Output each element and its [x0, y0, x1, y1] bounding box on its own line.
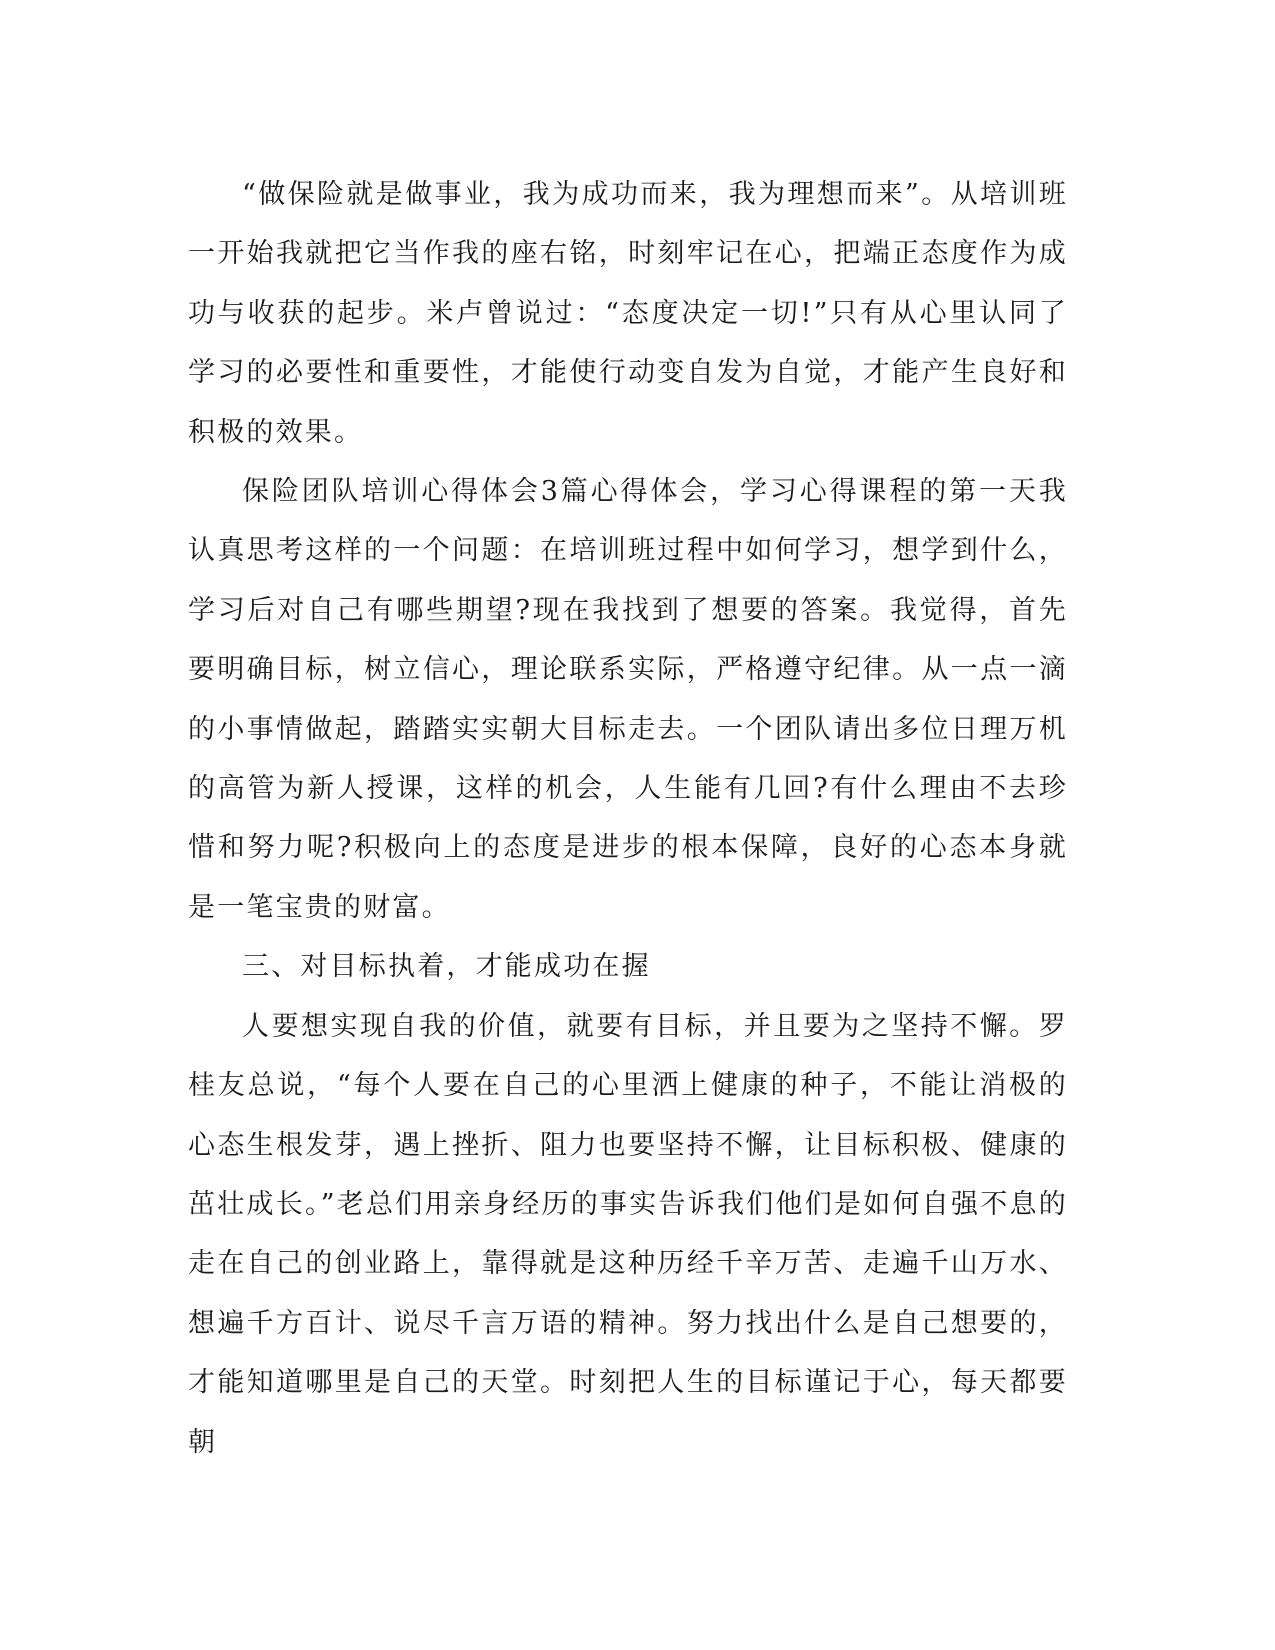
- document-body: [188, 165, 1068, 1472]
- paragraph-training-reflection: 保险团队培训心得体会3篇心得体会，学习心得课程的第一天我认真思考这样的一个问题：在培训班过程中如何学习，想学到什么，学习后对自己有哪些期望?现在我找到了想要的答案。我觉得，首先要明确目标，树立信心，理论联系实际，严格遵守纪律。从一点一滴的小事情做起，踏踏实实朝大目标走去。一个团队请出多位日理万机的高管为新人授课，这样的机会，人生能有几回?有什么理由不去珍惜和努力呢?积极向上的态度是进步的根本保障，良好的心态本身就是一笔宝贵的财富。: [188, 476, 1068, 923]
- section-heading: 三、对目标执着，才能成功在握: [242, 951, 651, 983]
- paragraph-goal-persistence: 人要想实现自我的价值，就要有目标，并且要为之坚持不懈。罗桂友总说，“每个人要在自己的心里洒上健康的种子，不能让消极的心态生根发芽，遇上挫折、阻力也要坚持不懈，让目标积极、健康的茁壮成长。”老总们用亲身经历的事实告诉我们他们是如何自强不息的走在自己的创业路上，靠得就是这种历经千辛万苦、走遍千山万水、想遍千方百计、说尽千言万语的精神。努力找出什么是自己想要的，才能知道哪里是自己的天堂。时刻把人生的目标谨记于心，每天都要朝: [188, 1010, 1068, 1458]
- paragraph-attitude: “做保险就是做事业，我为成功而来，我为理想而来”。从培训班一开始我就把它当作我的座右铭，时刻牢记在心，把端正态度作为成功与收获的起步。米卢曾说过：“态度决定一切!”只有从心里认同了学习的必要性和重要性，才能使行动变自发为自觉，才能产生良好和积极的效果。: [188, 179, 1068, 448]
